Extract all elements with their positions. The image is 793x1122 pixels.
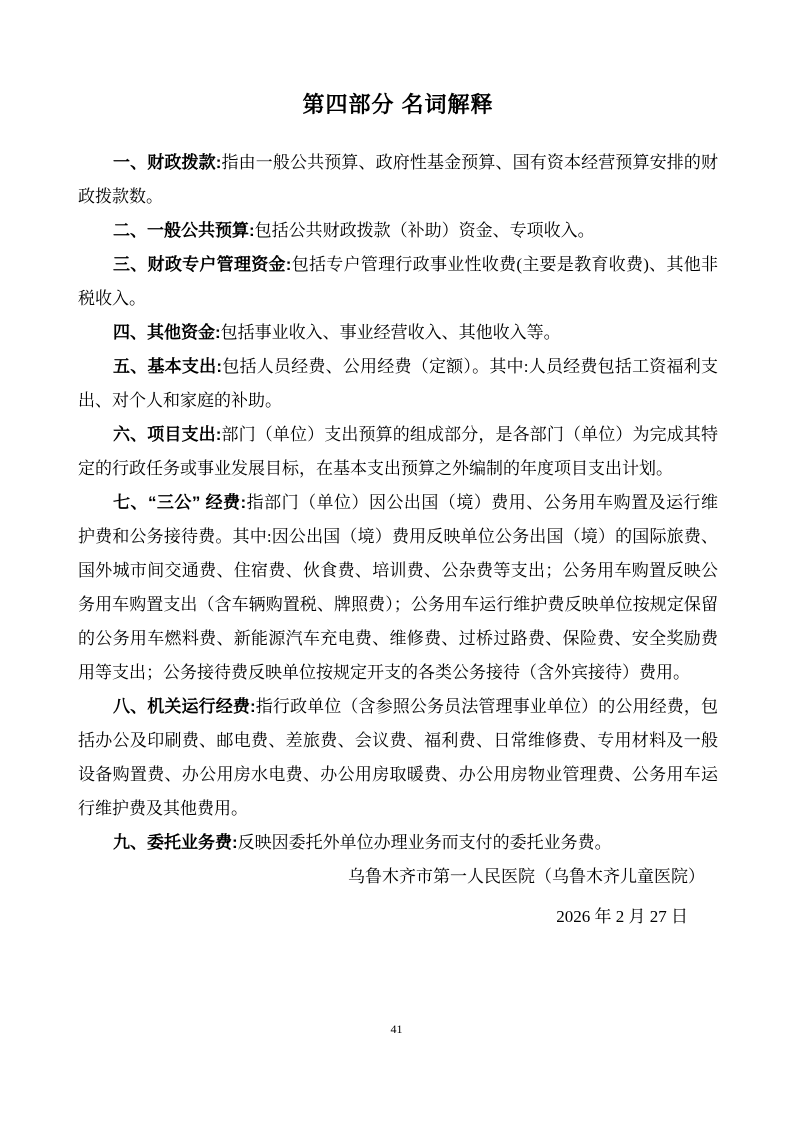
glossary-item-3 [78, 248, 718, 316]
page-number: 41 [390, 1022, 403, 1036]
glossary-term: 二、一般公共预算: [113, 221, 255, 240]
glossary-definition: 指行政单位（含参照公务员法管理事业单位）的公用经费，包括办公及印刷费、邮电费、差旅费、会议费、福利费、日常维修费、专用材料及一般设备购置费、办公用房水电费、办公用房取暖费、办公用房物业管理费、公务用车运行维护费及其他费用。 [78, 697, 718, 818]
glossary-term: 八、机关运行经费: [113, 697, 256, 716]
glossary-definition: 指由一般公共预算、政府性基金预算、国有资本经营预算安排的财政拨款数。 [78, 153, 718, 206]
document-content [78, 88, 718, 934]
glossary-term: 六、项目支出: [113, 425, 222, 444]
glossary-definition: 包括事业收入、事业经营收入、其他收入等。 [220, 323, 561, 342]
date-line: 2026 年 2 月 27 日 [556, 907, 688, 926]
glossary-term: 三、财政专户管理资金: [113, 255, 292, 274]
glossary-definition: 包括人员经费、公用经费（定额）。其中:人员经费包括工资福利支出、对个人和家庭的补助。 [78, 357, 718, 410]
glossary-definition: 包括专户管理行政事业性收费(主要是教育收费)、其他非税收入。 [78, 255, 718, 308]
glossary-definition: 部门（单位）支出预算的组成部分，是各部门（单位）为完成其特定的行政任务或事业发展目标，在基本支出预算之外编制的年度项目支出计划。 [78, 425, 718, 478]
glossary-term: 七、“三公” 经费: [113, 493, 247, 512]
glossary-item-2 [78, 214, 718, 248]
glossary-item-1 [78, 146, 718, 214]
glossary-definition: 包括公共财政拨款（补助）资金、专项收入。 [254, 221, 595, 240]
glossary-term: 九、委托业务费: [113, 833, 238, 852]
glossary-definition: 指部门（单位）因公出国（境）费用、公务用车购置及运行维护费和公务接待费。其中:因公出国（境）费用反映单位公务出国（境）的国际旅费、国外城市间交通费、住宿费、伙食费、培训费、公杂费等支出；公务用车购置反映公务用车购置支出（含车辆购置税、牌照费）；公务用车运行维护费反映单位按规定保留的公务用车燃料费、新能源汽车充电费、维修费、过桥过路费、保险费、安全奖励费用等支出；公务接待费反映单位按规定开支的各类公务接待（含外宾接待）费用。 [78, 493, 718, 682]
signature-line: 乌鲁木齐市第一人民医院（乌鲁木齐儿童医院） [348, 867, 705, 886]
glossary-term: 一、财政拨款: [113, 153, 222, 172]
glossary-item-6 [78, 418, 718, 486]
glossary-item-7 [78, 486, 718, 690]
glossary-item-5 [78, 350, 718, 418]
glossary-item-8 [78, 690, 718, 826]
glossary-term: 四、其他资金: [113, 323, 221, 342]
glossary-term: 五、基本支出: [113, 357, 223, 376]
page-title: 第四部分 名词解释 [302, 92, 494, 117]
glossary-item-4 [78, 316, 718, 350]
glossary-definition: 反映因委托外单位办理业务而支付的委托业务费。 [237, 833, 612, 852]
glossary-item-9 [78, 826, 718, 860]
